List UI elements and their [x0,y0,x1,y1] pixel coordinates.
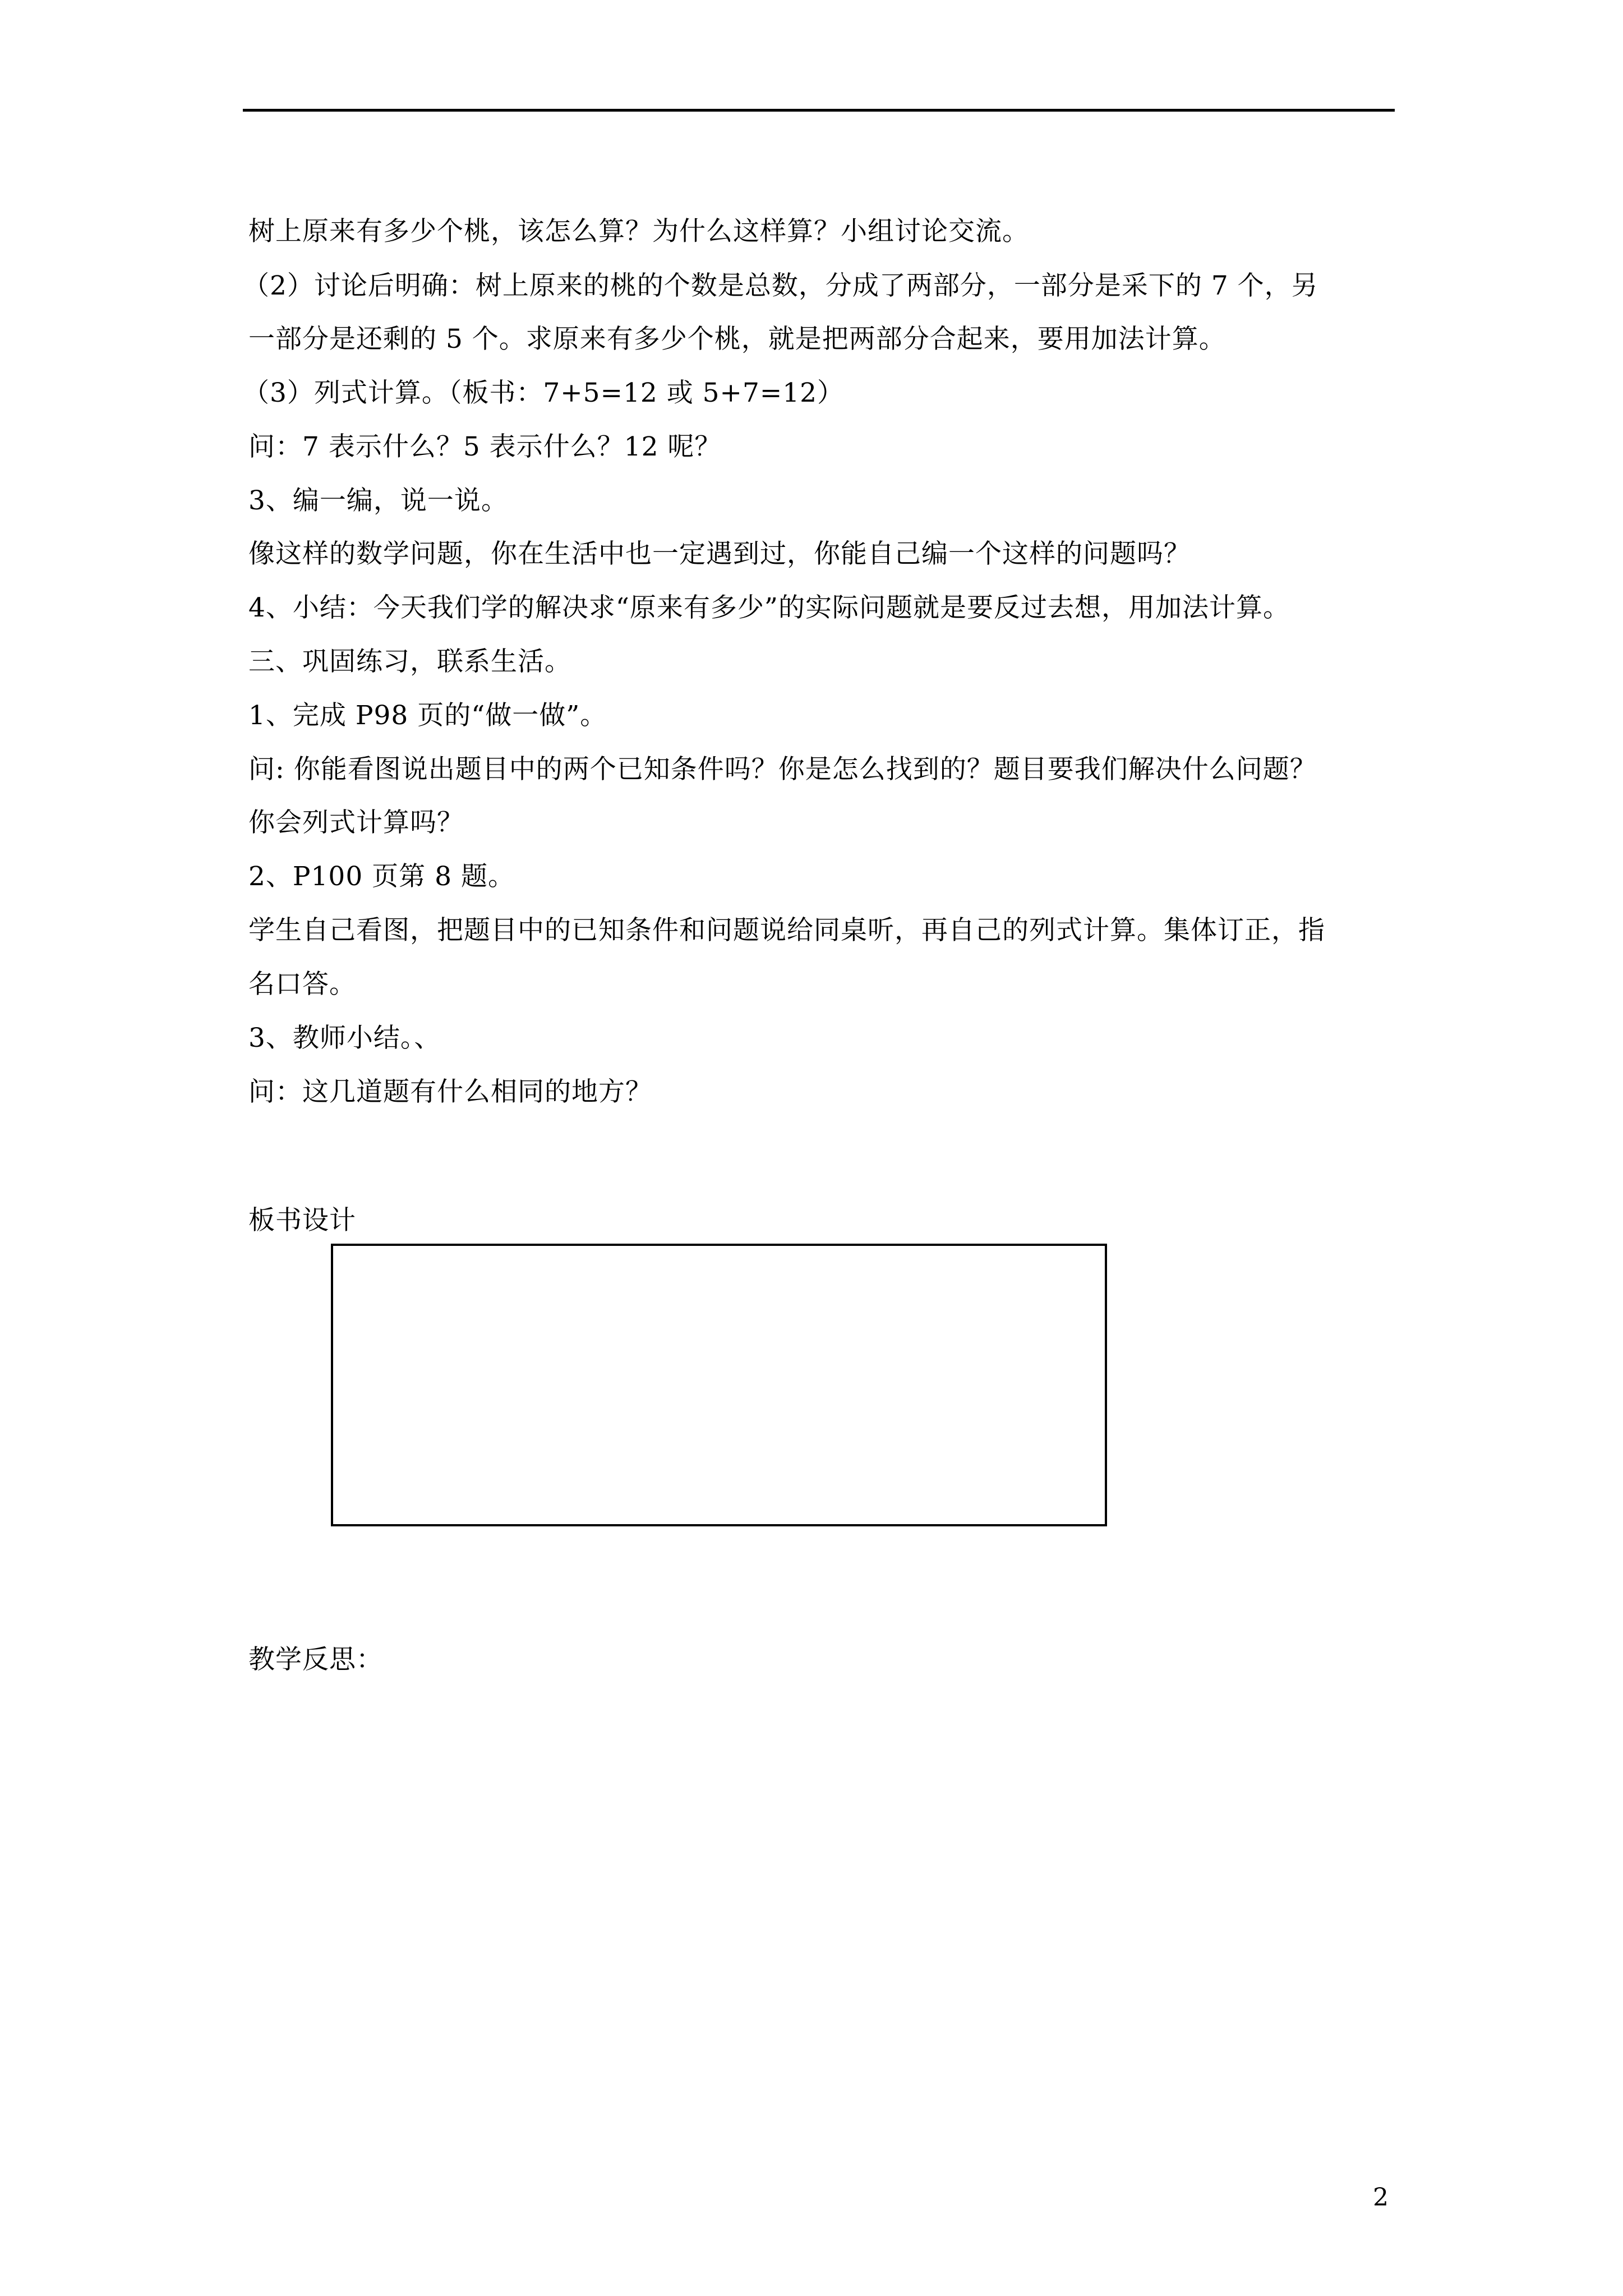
text-line: 4、小结：今天我们学的解决求“原来有多少”的实际问题就是要反过去想，用加法计算。 [248,592,1290,623]
page-number: 2 [1373,2183,1389,2212]
text-line: 树上原来有多少个桃，该怎么算？为什么这样算？小组讨论交流。 [248,216,1029,247]
text-line: 三、巩固练习，联系生活。 [248,646,571,677]
header-rule [243,109,1395,112]
text-line: 名口答。 [248,969,356,1000]
text-line: 一部分是还剩的 5 个。求原来有多少个桃，就是把两部分合起来，要用加法计算。 [248,324,1226,355]
text-line: 问：7 表示什么？5 表示什么？12 呢？ [248,431,722,462]
board-design-heading: 板书设计 [248,1205,356,1236]
text-line: 3、教师小结。、 [248,1023,441,1053]
text-line: 1、完成 P98 页的“做一做”。 [248,700,607,731]
text-line: 像这样的数学问题，你在生活中也一定遇到过，你能自己编一个这样的问题吗？ [248,539,1191,569]
text-line: 你会列式计算吗？ [248,807,464,838]
text-line: 3、编一编，说一说。 [248,485,508,516]
text-line: （3）列式计算。（板书：7+5=12 或 5+7=12） [243,378,845,408]
text-line: 问: 你能看图说出题目中的两个已知条件吗？你是怎么找到的？题目要我们解决什么问题？ [248,754,1317,785]
text-line: 2、P100 页第 8 题。 [248,861,515,892]
board-design-box [331,1244,1107,1526]
text-line: 学生自己看图，把题目中的已知条件和问题说给同桌听，再自己的列式计算。集体订正，指 [248,915,1325,946]
reflection-heading: 教学反思： [248,1644,383,1675]
text-line: 问：这几道题有什么相同的地方？ [248,1076,652,1107]
text-line: （2）讨论后明确：树上原来的桃的个数是总数，分成了两部分，一部分是采下的 7 个，另 [243,270,1318,301]
